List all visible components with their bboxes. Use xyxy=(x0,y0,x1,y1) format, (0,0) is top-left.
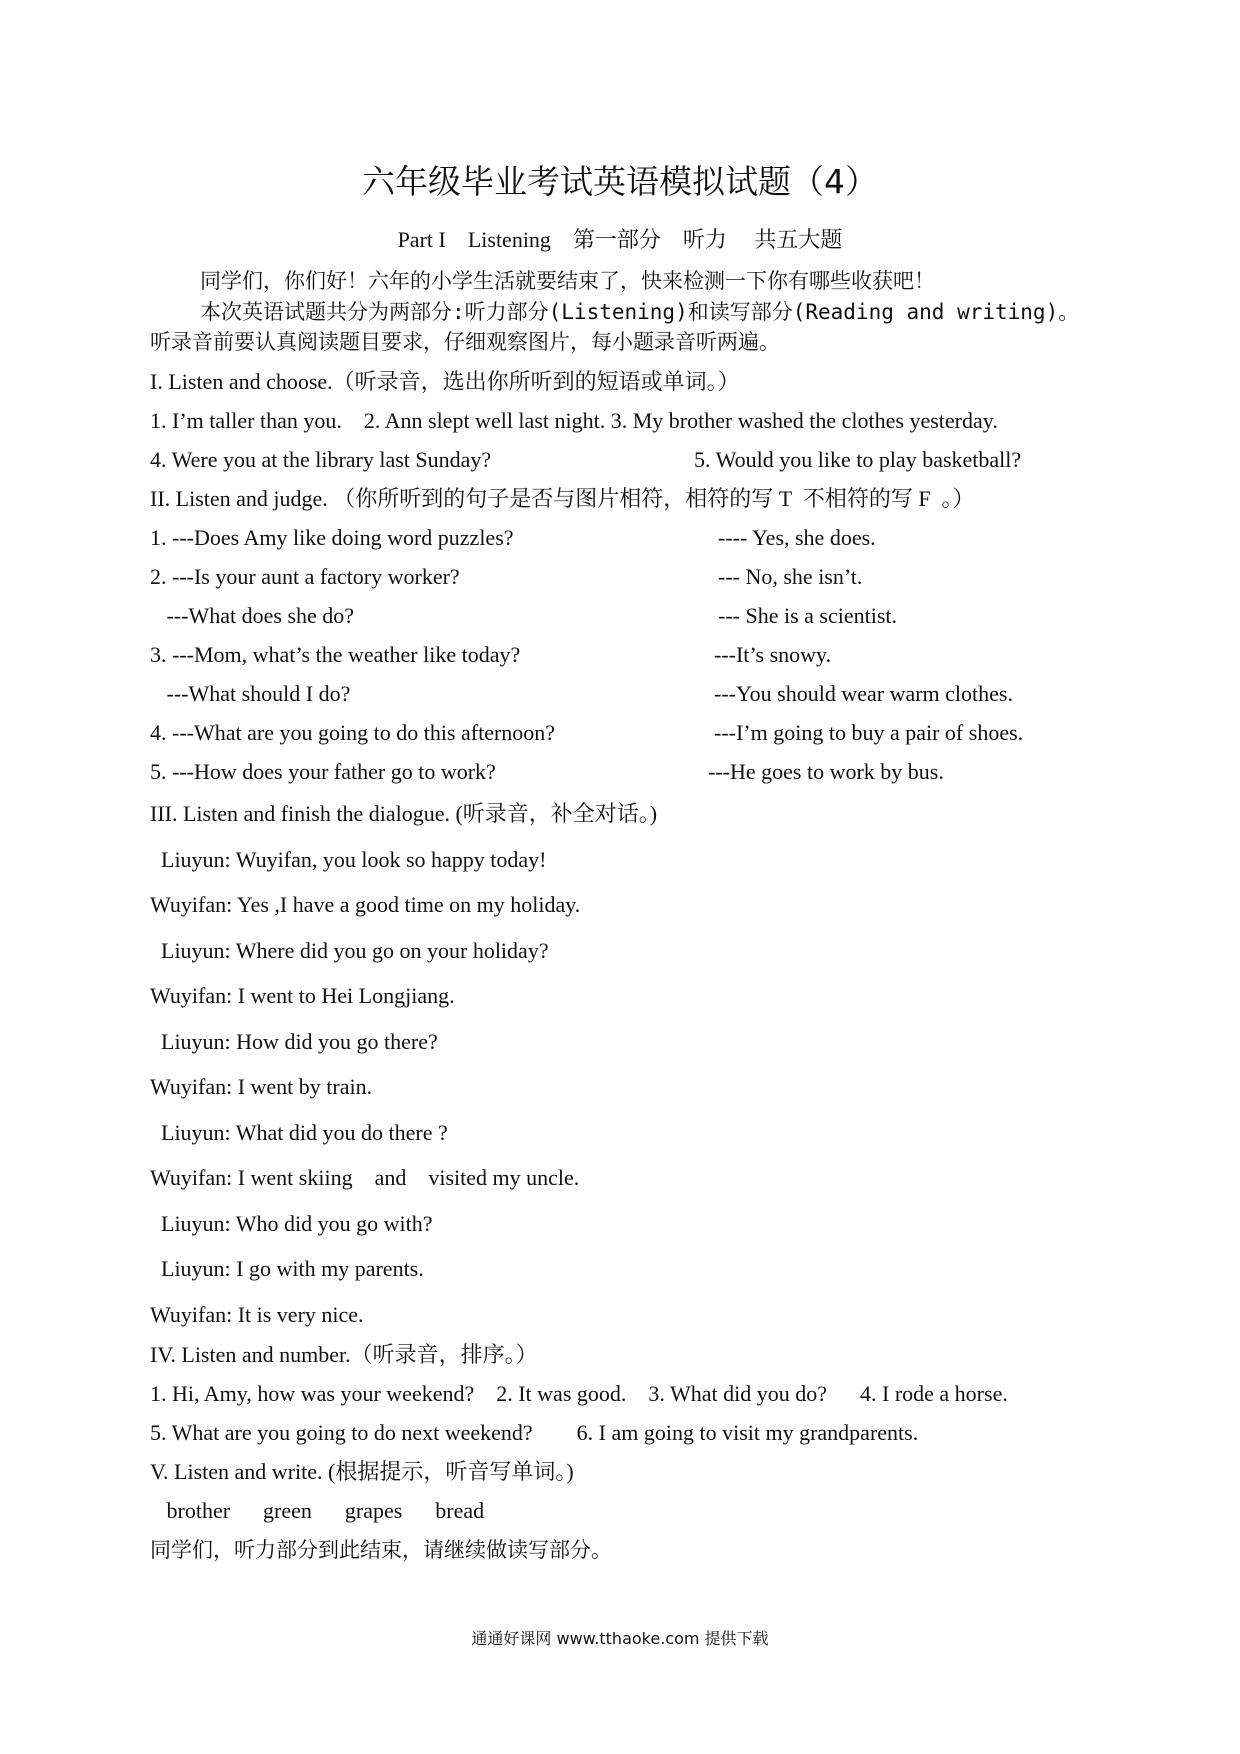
closing-note: 同学们，听力部分到此结束，请继续做读写部分。 xyxy=(150,1538,612,1562)
section-1-row-2-left: 4. Were you at the library last Sunday? xyxy=(150,447,492,472)
section-4-row-2: 5. What are you going to do next weekend? 6. I am going to visit my grandparents. xyxy=(150,1420,919,1445)
dialogue-line: Liuyun: Wuyifan, you look so happy today! xyxy=(150,847,547,872)
judge-answer: ---You should wear warm clothes. xyxy=(714,681,1013,706)
judge-question: 4. ---What are you going to do this afternoon? xyxy=(150,720,556,745)
judge-answer: ---He goes to work by bus. xyxy=(708,759,944,784)
section-4-heading: IV. Listen and number.（听录音，排序。） xyxy=(150,1342,538,1367)
judge-answer: --- She is a scientist. xyxy=(718,603,898,628)
judge-answer: ---I’m going to buy a pair of shoes. xyxy=(714,720,1024,745)
word-hints: brother green grapes bread xyxy=(150,1498,485,1523)
footer-credit: 通通好课网 www.tthaoke.com 提供下载 xyxy=(471,1629,769,1648)
section-3-heading: III. Listen and finish the dialogue. (听录音，补全对话。) xyxy=(150,801,658,826)
judge-question: 5. ---How does your father go to work? xyxy=(150,759,496,784)
dialogue-line: Wuyifan: I went to Hei Longjiang. xyxy=(150,983,455,1008)
dialogue-line: Wuyifan: Yes ,I have a good time on my holiday. xyxy=(150,892,581,917)
judge-answer: --- No, she isn’t. xyxy=(718,564,863,589)
section-2-heading: II. Listen and judge. （你所听到的句子是否与图片相符，相符的写 T 不相符的写 F 。） xyxy=(150,486,975,511)
judge-question: ---What does she do? xyxy=(150,603,355,628)
judge-answer: ---- Yes, she does. xyxy=(718,525,876,550)
judge-answer: ---It’s snowy. xyxy=(714,642,832,667)
part-subtitle: Part I Listening 第一部分 听力 共五大题 xyxy=(397,227,843,252)
section-5-heading: V. Listen and write. (根据提示，听音写单词。) xyxy=(150,1459,574,1484)
intro-line-3: 听录音前要认真阅读题目要求，仔细观察图片，每小题录音听两遍。 xyxy=(150,330,780,354)
dialogue-line: Wuyifan: I went by train. xyxy=(150,1074,373,1099)
intro-line-2: 本次英语试题共分为两部分:听力部分(Listening)和读写部分(Reading and writing)。 xyxy=(200,300,1080,324)
section-1-heading: I. Listen and choose.（听录音，选出你所听到的短语或单词。） xyxy=(150,369,740,394)
dialogue-line: Liuyun: Who did you go with? xyxy=(150,1211,433,1236)
dialogue-line: Wuyifan: I went skiing and visited my uncle. xyxy=(150,1165,580,1190)
judge-question: ---What should I do? xyxy=(150,681,351,706)
intro-line-1: 同学们，你们好！六年的小学生活就要结束了，快来检测一下你有哪些收获吧！ xyxy=(200,269,935,293)
dialogue-line: Liuyun: Where did you go on your holiday? xyxy=(150,938,549,963)
dialogue-line: Liuyun: I go with my parents. xyxy=(150,1256,424,1281)
section-1-row-1: 1. I’m taller than you. 2. Ann slept well last night. 3. My brother washed the clothes yesterday. xyxy=(150,408,998,433)
dialogue-line: Liuyun: What did you do there ? xyxy=(150,1120,448,1145)
judge-question: 1. ---Does Amy like doing word puzzles? xyxy=(150,525,514,550)
dialogue-line: Wuyifan: It is very nice. xyxy=(150,1302,364,1327)
dialogue-line: Liuyun: How did you go there? xyxy=(150,1029,438,1054)
judge-question: 3. ---Mom, what’s the weather like today? xyxy=(150,642,521,667)
section-1-row-2-right: 5. Would you like to play basketball? xyxy=(694,447,1022,472)
section-4-row-1: 1. Hi, Amy, how was your weekend? 2. It was good. 3. What did you do? 4. I rode a horse. xyxy=(150,1381,1008,1406)
page-title: 六年级毕业考试英语模拟试题（4） xyxy=(362,162,878,201)
judge-question: 2. ---Is your aunt a factory worker? xyxy=(150,564,460,589)
